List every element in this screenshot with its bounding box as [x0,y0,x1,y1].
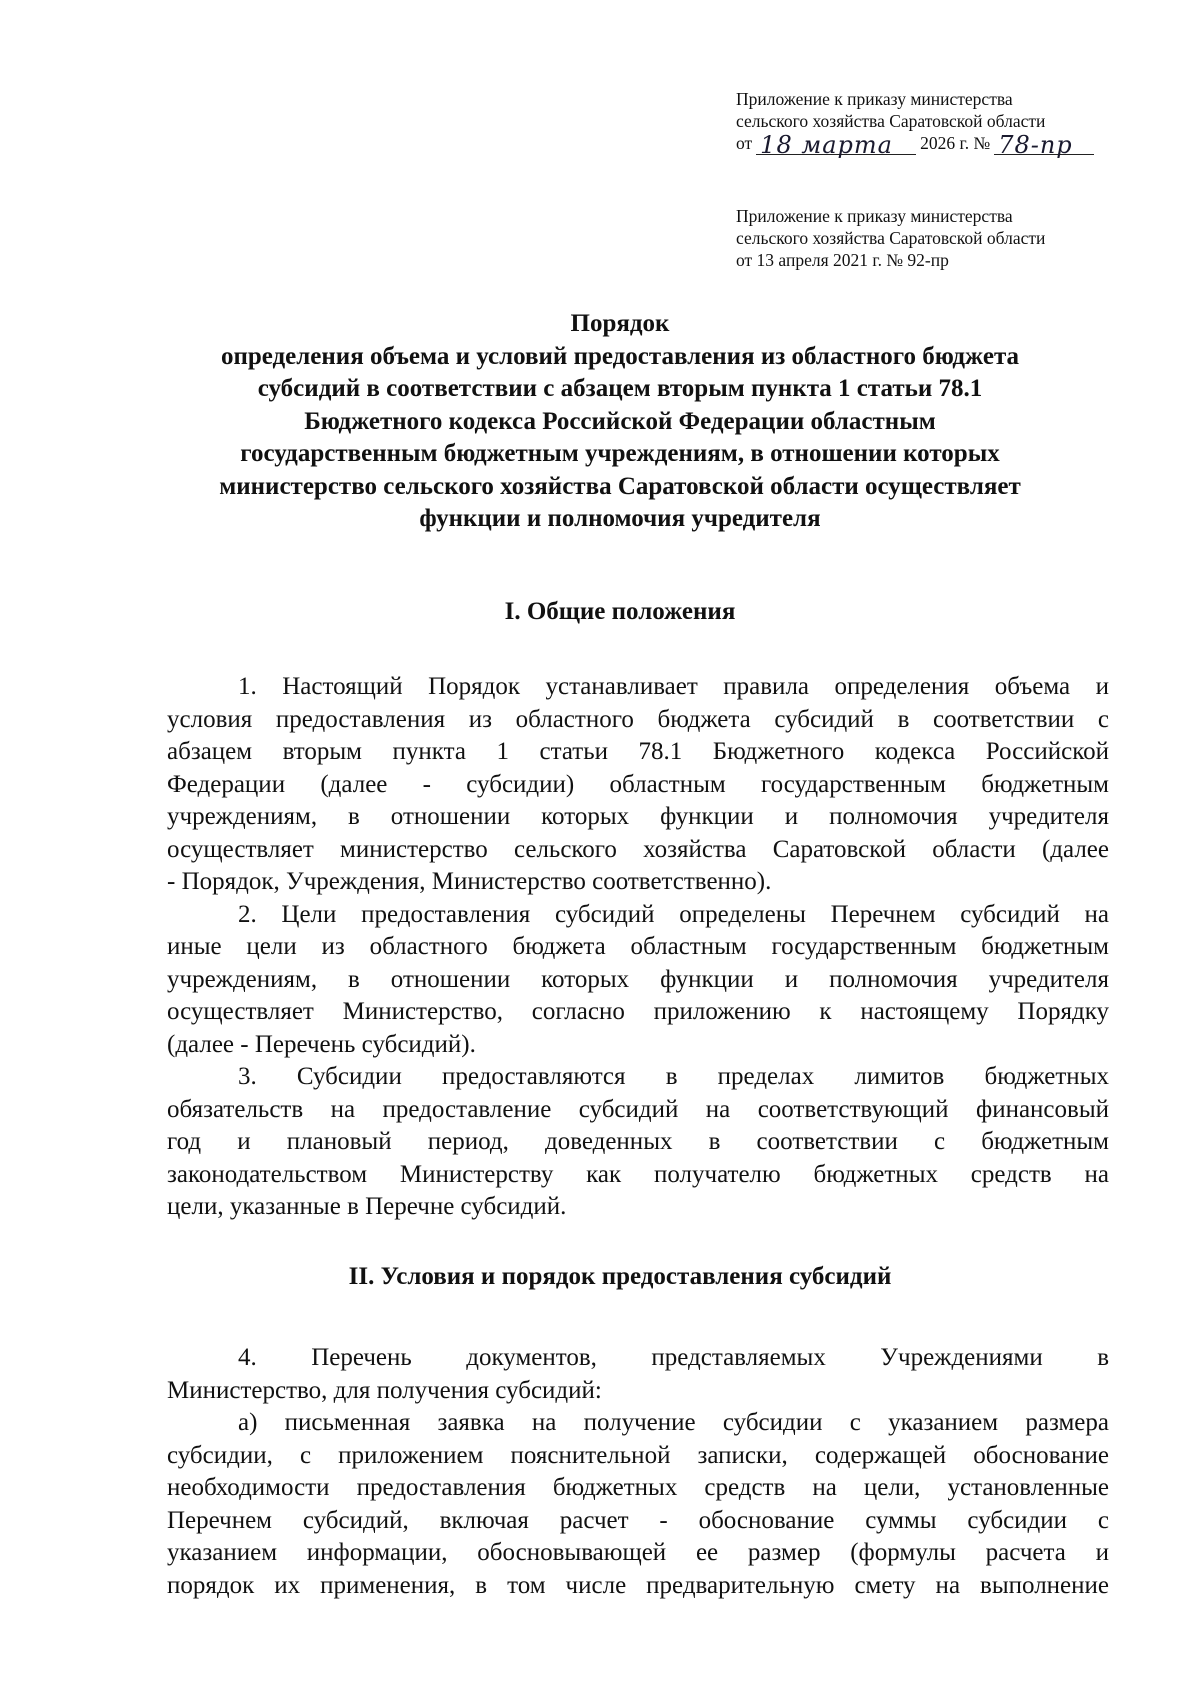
body-line: обязательств на предоставление субсидий на соответствующий финансовый [167,1095,1109,1123]
title-line-6: министерство сельского хозяйства Саратовской области осуществляет [219,472,1021,500]
body-line: 4. Перечень документов, представляемых Учреждениями в [238,1344,1109,1371]
body-line: осуществляет министерство сельского хозяйства Саратовской области (далее [167,835,1109,863]
section-2-heading: II. Условия и порядок предоставления субсидий [348,1263,892,1290]
body-line: необходимости предоставления бюджетных средств на цели, установленные [167,1474,1109,1501]
body-line: 2. Цели предоставления субсидий определены Перечнем субсидий на [238,900,1109,928]
title-line-5: государственным бюджетным учреждениям, в отношении которых [240,440,1000,467]
orig-header-line-3: от 13 апреля 2021 г. № 92-пр [736,250,949,270]
header-line-1: Приложение к приказу министерства [736,89,1013,109]
body-line: указанием информации, обосновывающей ее размер (формулы расчета и [167,1539,1109,1566]
title-line-4: Бюджетного кодекса Российской Федерации областным [304,407,936,435]
header-line-2: сельского хозяйства Саратовской области [736,111,1046,131]
original-header [736,205,1136,271]
body-line: абзацем вторым пункта 1 статьи 78.1 Бюджетного кодекса Российской [167,738,1109,765]
body-line: субсидии, с приложением пояснительной записки, содержащей обоснование [167,1441,1109,1469]
body-line: Министерство, для получения субсидий: [167,1376,602,1404]
section-2-body [167,1342,1109,1602]
section-1-body [167,671,1109,1224]
orig-header-line-2: сельского хозяйства Саратовской области [736,228,1046,248]
body-line: год и плановый период, доведенных в соответствии с бюджетным [167,1128,1109,1155]
title-line-2: определения объема и условий предоставления из областного бюджета [220,342,1020,370]
body-line: Федерации (далее - субсидии) областным государственным бюджетным [167,770,1109,798]
body-line: законодательством Министерству как получателю бюджетных средств на [167,1160,1109,1188]
header-prefix: от [736,133,753,153]
orig-header-line-1: Приложение к приказу министерства [736,206,1013,226]
handwritten-number: 78-пр [998,131,1073,159]
body-line: - Порядок, Учреждения, Министерство соответственно). [167,868,772,895]
section-1-heading: I. Общие положения [504,598,736,625]
body-line: условия предоставления из областного бюджета субсидий в соответствии с [167,705,1109,733]
body-line: учреждениям, в отношении которых функции и полномочия учредителя [167,965,1109,993]
document-title [160,308,1080,536]
handwritten-date: 18 марта [760,131,893,159]
header-year: 2026 г. № [920,133,991,153]
body-line: учреждениям, в отношении которых функции и полномочия учредителя [167,803,1109,830]
body-line: 1. Настоящий Порядок устанавливает правила определения объема и [238,673,1109,700]
header-line-3 [736,131,1136,159]
body-line: осуществляет Министерство, согласно приложению к настоящему Порядку [167,998,1109,1025]
body-line: цели, указанные в Перечне субсидий. [167,1193,567,1220]
amendment-header [736,88,1136,159]
title-line-3: субсидий в соответствии с абзацем вторым пункта 1 статьи 78.1 [257,375,983,402]
number-field [994,131,1094,159]
body-line: а) письменная заявка на получение субсидии с указанием размера [238,1409,1109,1436]
body-line: 3. Субсидии предоставляются в пределах лимитов бюджетных [238,1063,1109,1090]
body-line: порядок их применения, в том числе предварительную смету на выполнение [167,1571,1109,1599]
title-line-1: Порядок [570,310,670,337]
body-line: иные цели из областного бюджета областным государственным бюджетным [167,933,1109,960]
body-line: (далее - Перечень субсидий). [167,1030,476,1058]
body-line: Перечнем субсидий, включая расчет - обоснование суммы субсидии с [167,1506,1109,1534]
title-line-7: функции и полномочия учредителя [419,505,821,532]
date-field [756,131,916,159]
